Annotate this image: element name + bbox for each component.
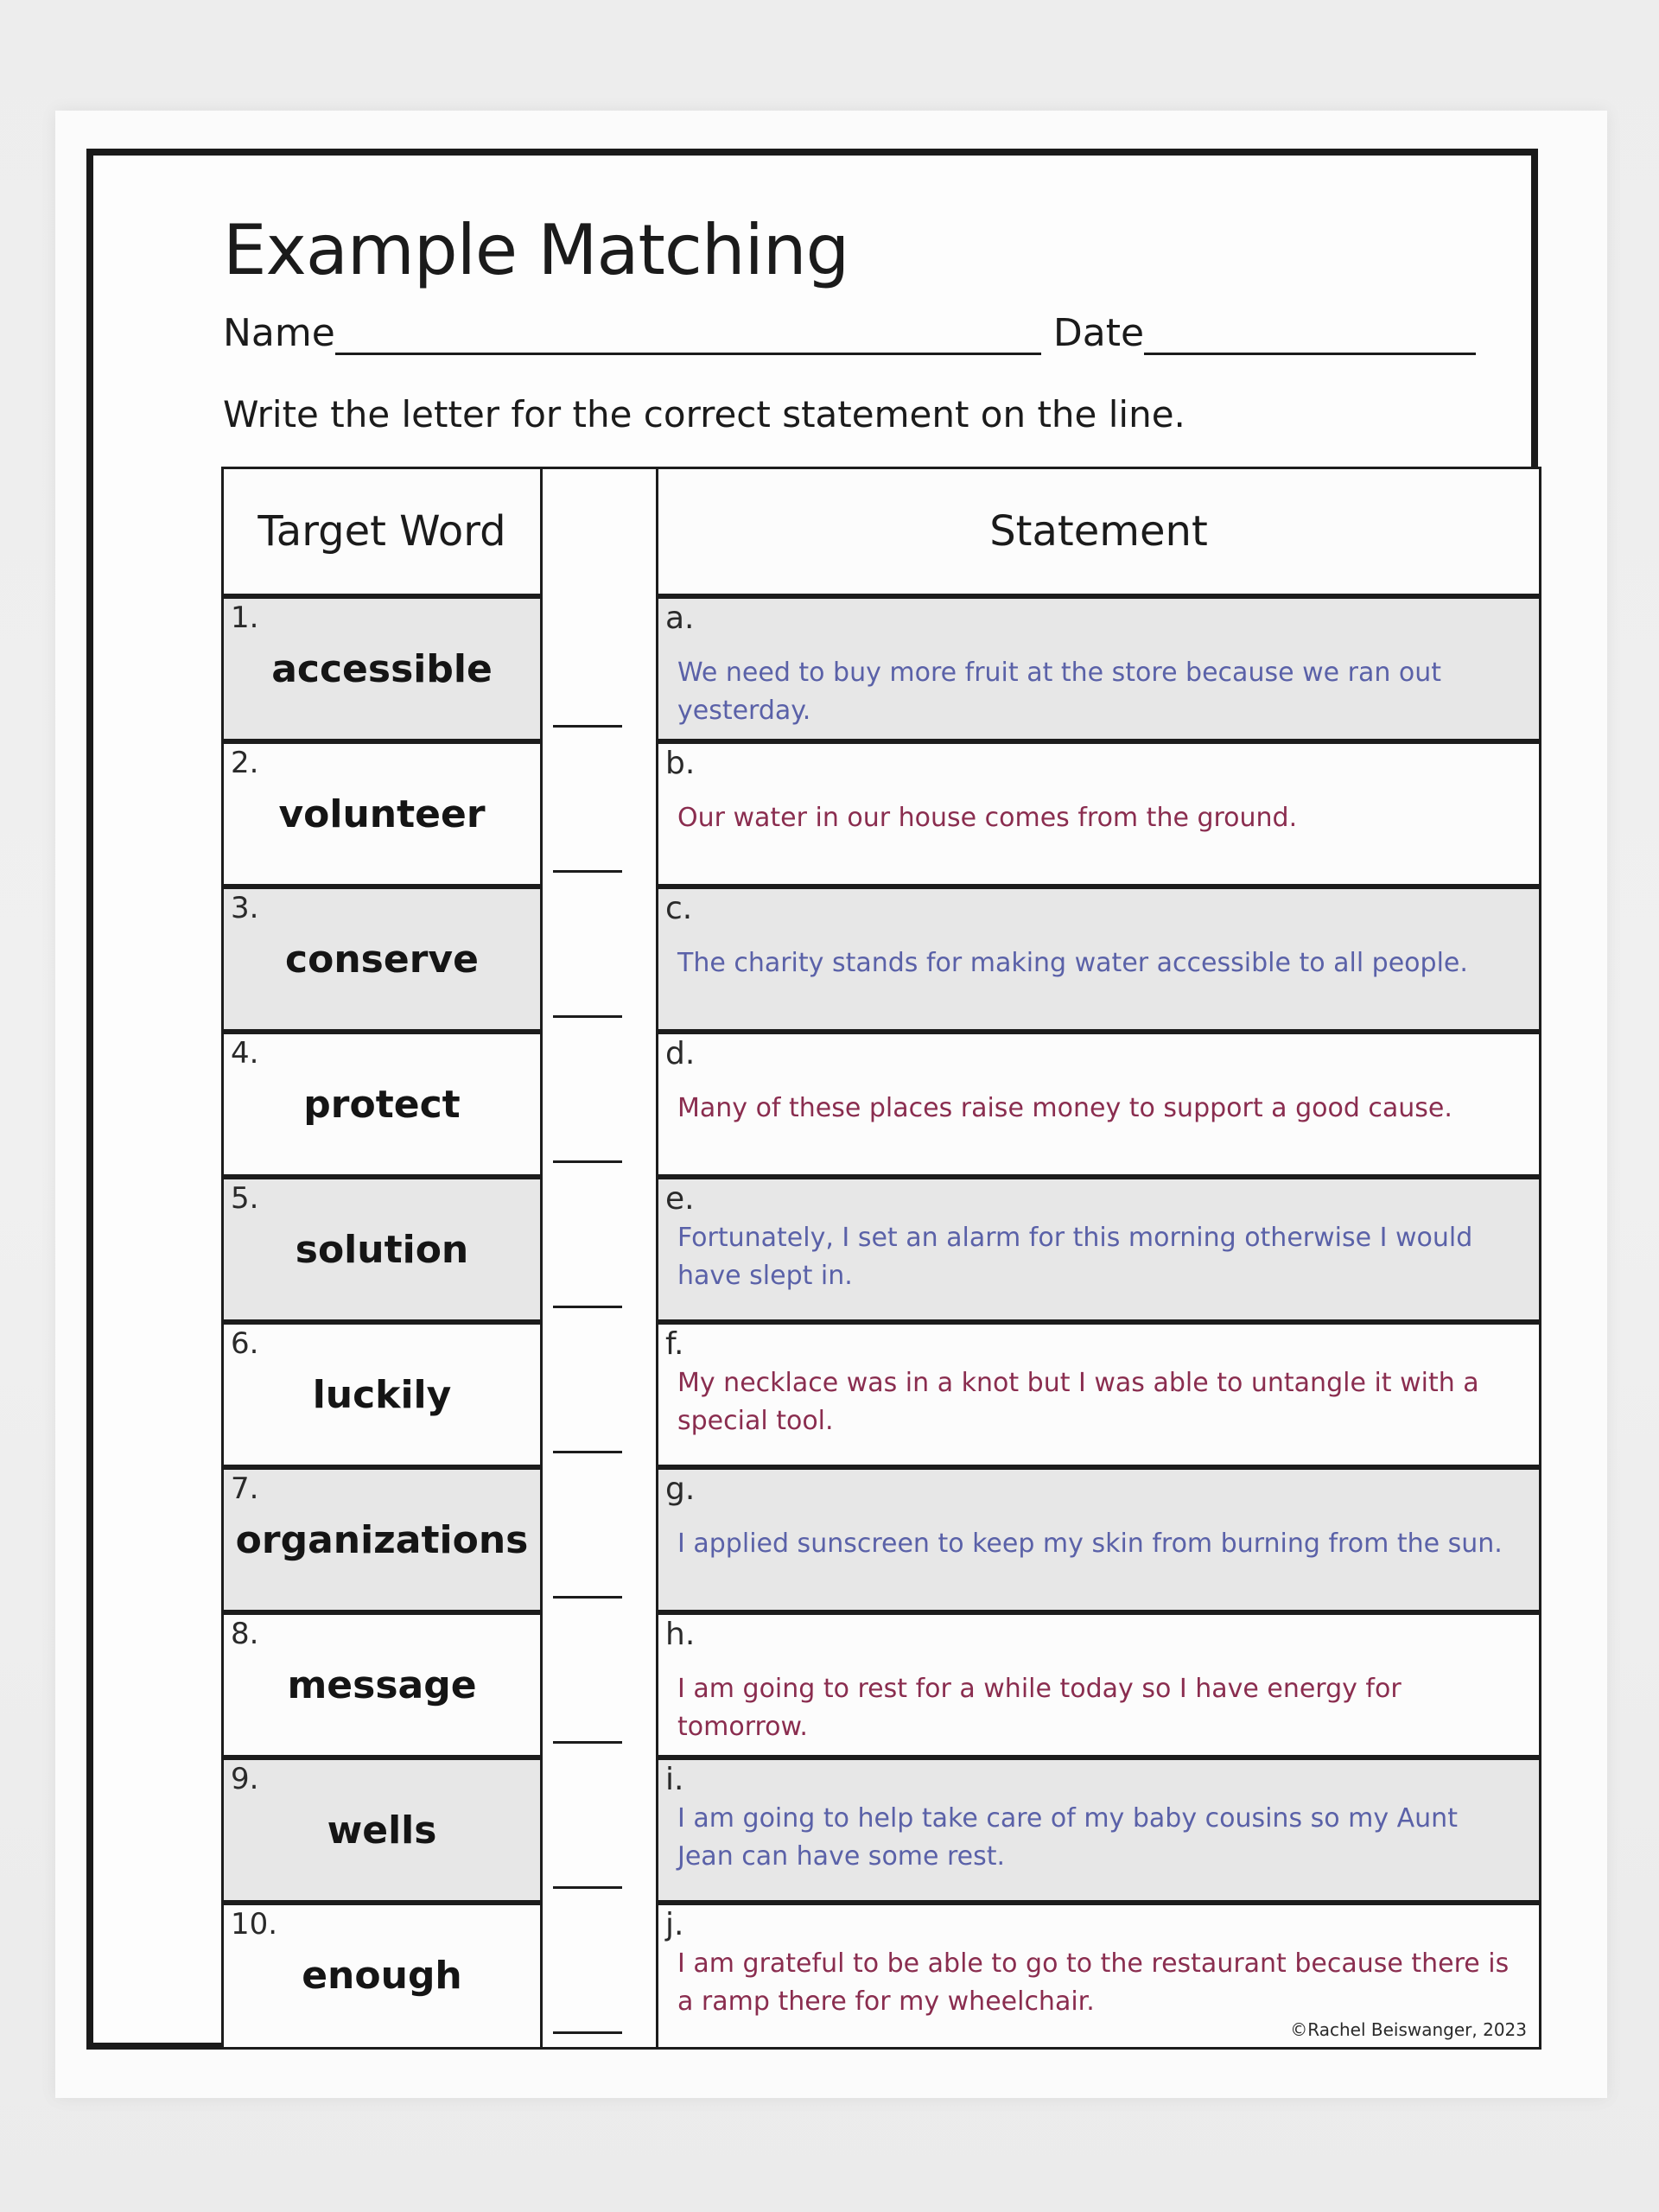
answer-line-2 bbox=[553, 870, 622, 873]
target-word: organizations bbox=[235, 1518, 529, 1562]
statement-letter: g. bbox=[665, 1471, 696, 1507]
name-date-row bbox=[223, 311, 1476, 355]
word-number: 3. bbox=[231, 891, 259, 925]
target-word: volunteer bbox=[278, 792, 486, 836]
statement-text: We need to buy more fruit at the store because we ran out yesterday. bbox=[677, 658, 1442, 726]
statement-letter: i. bbox=[665, 1762, 684, 1797]
statement-row bbox=[656, 741, 1541, 887]
answer-line-7 bbox=[553, 1596, 622, 1599]
name-label: Name bbox=[223, 311, 335, 355]
statement-letter: b. bbox=[665, 746, 696, 781]
word-row bbox=[221, 1758, 543, 1903]
word-number: 6. bbox=[231, 1326, 259, 1361]
copyright-notice: ©Rachel Beiswanger, 2023 bbox=[1290, 2019, 1527, 2040]
statement-text: The charity stands for making water accessible to all people. bbox=[677, 948, 1468, 978]
answer-line-3 bbox=[553, 1015, 622, 1018]
word-number: 4. bbox=[231, 1036, 259, 1071]
target-word: message bbox=[287, 1663, 477, 1707]
statement-row bbox=[656, 887, 1541, 1032]
word-number: 5. bbox=[231, 1181, 259, 1216]
statement-row bbox=[656, 1322, 1541, 1467]
matching-table bbox=[221, 467, 1541, 2050]
statement-text: I applied sunscreen to keep my skin from burning from the sun. bbox=[677, 1529, 1503, 1559]
statement-row bbox=[656, 1758, 1541, 1903]
answer-line-1 bbox=[553, 725, 622, 728]
statement-letter: f. bbox=[665, 1326, 684, 1362]
word-number: 1. bbox=[231, 601, 259, 635]
statement-letter: e. bbox=[665, 1181, 695, 1217]
word-number: 9. bbox=[231, 1762, 259, 1796]
word-row bbox=[221, 887, 543, 1032]
word-row bbox=[221, 1032, 543, 1177]
word-number: 2. bbox=[231, 746, 259, 780]
word-number: 10. bbox=[231, 1907, 278, 1942]
statement-row bbox=[656, 1612, 1541, 1758]
statement-text: I am grateful to be able to go to the restaurant because there is a ramp there for my wheelchair. bbox=[677, 1948, 1510, 2017]
statement-row bbox=[656, 1467, 1541, 1612]
answer-line-4 bbox=[553, 1160, 622, 1163]
word-row bbox=[221, 1467, 543, 1612]
word-row bbox=[221, 596, 543, 741]
date-blank bbox=[1144, 315, 1476, 355]
statement-letter: j. bbox=[665, 1907, 684, 1942]
target-word: enough bbox=[302, 1954, 462, 1998]
word-number: 8. bbox=[231, 1617, 259, 1651]
worksheet-title: Example Matching bbox=[223, 210, 849, 290]
worksheet-frame bbox=[86, 149, 1538, 2050]
header-target-word: Target Word bbox=[221, 467, 543, 596]
answer-column bbox=[543, 467, 656, 2050]
target-word: protect bbox=[303, 1083, 461, 1127]
statement-text: Fortunately, I set an alarm for this morning otherwise I would have slept in. bbox=[677, 1223, 1473, 1291]
word-row bbox=[221, 741, 543, 887]
answer-line-6 bbox=[553, 1451, 622, 1453]
target-word: conserve bbox=[285, 938, 479, 982]
statement-letter: d. bbox=[665, 1036, 696, 1071]
answer-line-5 bbox=[553, 1306, 622, 1308]
statement-letter: h. bbox=[665, 1617, 696, 1652]
word-row bbox=[221, 1612, 543, 1758]
answer-line-10 bbox=[553, 2031, 622, 2034]
statement-letter: a. bbox=[665, 601, 695, 636]
statement-row bbox=[656, 1177, 1541, 1322]
word-number: 7. bbox=[231, 1471, 259, 1506]
instructions: Write the letter for the correct statement on the line. bbox=[223, 393, 1185, 435]
statement-letter: c. bbox=[665, 891, 693, 926]
statement-row bbox=[656, 1903, 1541, 2050]
word-row bbox=[221, 1322, 543, 1467]
statement-text: I am going to help take care of my baby cousins so my Aunt Jean can have some rest. bbox=[677, 1803, 1458, 1872]
statement-text: Our water in our house comes from the ground. bbox=[677, 803, 1298, 833]
statement-text: My necklace was in a knot but I was able to untangle it with a special tool. bbox=[677, 1368, 1479, 1436]
statement-text: Many of these places raise money to support a good cause. bbox=[677, 1093, 1452, 1123]
answer-line-9 bbox=[553, 1886, 622, 1889]
target-word: wells bbox=[327, 1808, 437, 1853]
word-row bbox=[221, 1177, 543, 1322]
word-row bbox=[221, 1903, 543, 2050]
target-word: solution bbox=[295, 1228, 469, 1272]
statement-row bbox=[656, 1032, 1541, 1177]
statement-row bbox=[656, 596, 1541, 741]
date-label: Date bbox=[1052, 311, 1145, 355]
name-blank bbox=[335, 315, 1041, 355]
header-statement: Statement bbox=[656, 467, 1541, 596]
answer-line-8 bbox=[553, 1741, 622, 1744]
statement-text: I am going to rest for a while today so I have energy for tomorrow. bbox=[677, 1674, 1402, 1742]
target-word: luckily bbox=[312, 1373, 452, 1417]
target-word: accessible bbox=[271, 647, 493, 691]
